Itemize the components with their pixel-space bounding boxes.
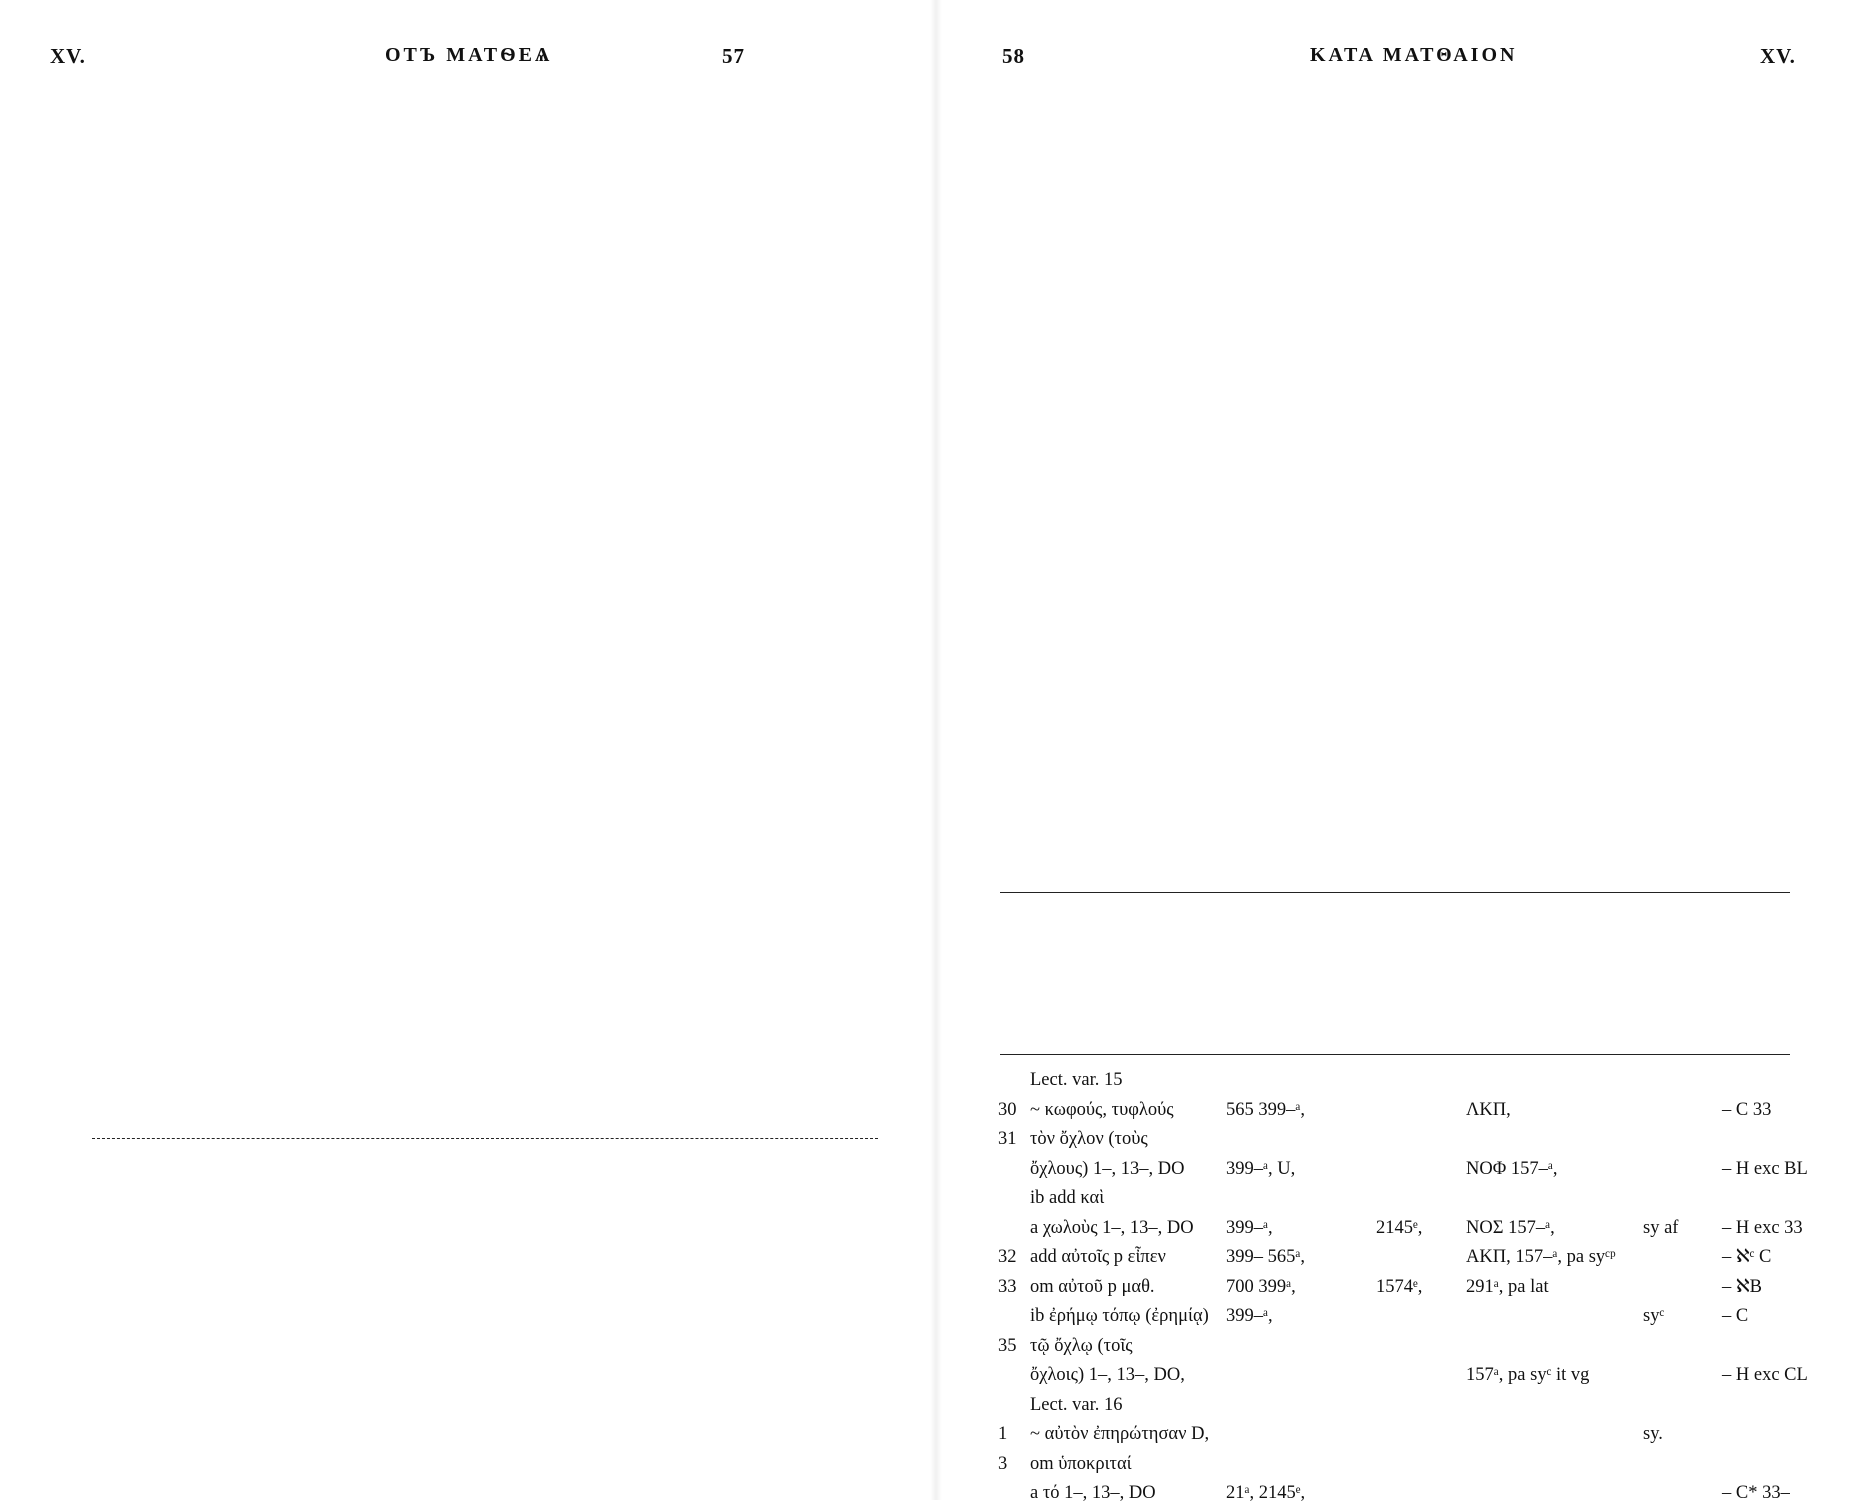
slavonic-line [82, 1081, 887, 1115]
greek-line [999, 190, 1791, 222]
greek-line [999, 410, 1791, 442]
apparatus-cell: ~ κωφούς, τυφλούς [1030, 1099, 1174, 1120]
apparatus-cell: 1 [998, 1424, 1008, 1444]
apparatus-row [998, 1155, 1808, 1185]
slavonic-variant-notes [148, 1176, 848, 1462]
slavonic-line [82, 980, 887, 1014]
apparatus-cell: sy. [1643, 1424, 1663, 1444]
apparatus-cell: ὄχλους) 1–, 13–, DO [1030, 1158, 1185, 1179]
greek-line [999, 95, 1791, 127]
apparatus-cell: ib add καὶ [1030, 1188, 1105, 1208]
slavonic-line [82, 746, 887, 780]
apparatus-cell: om ὑποκριταί [1030, 1453, 1132, 1474]
slavonic-line [82, 137, 887, 171]
apparatus-row [998, 1096, 1798, 1126]
apparatus-cell: 399–ᵃ, U, [1226, 1158, 1296, 1179]
greek-line [999, 861, 1791, 893]
apparatus-cell: 565 399–ᵃ, [1226, 1099, 1306, 1120]
apparatus-cell: ~ αὐτὸν ἐπηρώτησαν D, [1030, 1424, 1210, 1444]
slavonic-line [82, 472, 887, 506]
apparatus-cell: Lect. var. 15 [1030, 1070, 1123, 1090]
greek-line [999, 672, 1791, 704]
apparatus-cell: 32 [998, 1247, 1017, 1267]
apparatus-row [998, 1479, 1798, 1509]
apparatus-cell: – ℵᶜ C [1722, 1247, 1772, 1267]
apparatus-cell: sy af [1643, 1217, 1679, 1238]
greek-line [999, 473, 1791, 505]
apparatus-cell: – H exc BL [1722, 1158, 1808, 1179]
apparatus-cell: ib ἐρήμῳ τόπῳ (ἐρημίᾳ) [1030, 1306, 1209, 1326]
slavonic-line [82, 271, 887, 305]
apparatus-cell: – C* 33– [1722, 1483, 1790, 1503]
slavonic-line [82, 237, 887, 271]
greek-line [999, 221, 1791, 253]
apparatus-cell: τῷ ὄχλῳ (τοῖς [1030, 1335, 1133, 1356]
slavonic-line [82, 1114, 887, 1148]
greek-line [999, 442, 1791, 474]
apparatus-cell: 399–ᵃ, [1226, 1306, 1273, 1326]
apparatus-cell: 700 399ᵃ, [1226, 1276, 1296, 1297]
variant-note [148, 1202, 848, 1228]
apparatus-cell: add αὐτοῖς p εἶπεν [1030, 1247, 1166, 1267]
greek-line [999, 316, 1791, 348]
slavonic-line [82, 846, 887, 880]
variant-note [148, 1306, 848, 1332]
apparatus-cell: 35 [998, 1335, 1017, 1356]
slavonic-line [82, 639, 887, 673]
greek-line [999, 704, 1791, 736]
apparatus-cell: 399–ᵃ, [1226, 1217, 1273, 1238]
apparatus-cell: ὄχλοις) 1–, 13–, DO, [1030, 1365, 1185, 1385]
variant-note [148, 1228, 848, 1254]
slavonic-line [82, 813, 887, 847]
slavonic-line [82, 572, 887, 606]
right-chapter-marker: XV. [1760, 44, 1796, 68]
greek-line [999, 798, 1791, 830]
right-page-number: 58 [1002, 44, 1025, 68]
variant-note [148, 1254, 848, 1280]
apparatus-cell: – C [1722, 1306, 1749, 1326]
apparatus-cell: 291ᵃ, pa lat [1466, 1276, 1549, 1297]
left-chapter-marker: XV. [50, 44, 86, 68]
slavonic-line [82, 1014, 887, 1048]
apparatus-cell: a τό 1–, 13–, DO [1030, 1483, 1156, 1503]
greek-line [999, 253, 1791, 285]
slavonic-line [82, 947, 887, 981]
apparatus-cell: 33 [998, 1276, 1017, 1297]
apparatus-cell: 399– 565ᵃ, [1226, 1247, 1306, 1267]
apparatus-cell: syᶜ [1643, 1306, 1665, 1326]
apparatus-cell: – C 33 [1722, 1099, 1772, 1120]
apparatus-cell: ΛΚΠ, [1466, 1099, 1511, 1120]
slavonic-line [82, 880, 887, 914]
apparatus-cell: Lect. var. 16 [1030, 1394, 1123, 1415]
variant-note [148, 1358, 848, 1384]
apparatus-cell: 157ᵃ, pa syᶜ it vg [1466, 1365, 1590, 1385]
right-running-title: ΚΑΤΑ ΜΑΤΘΑΙΟΝ [1310, 44, 1518, 66]
slavonic-line [82, 539, 887, 573]
apparatus-row [998, 1361, 1808, 1391]
apparatus-row [998, 1066, 1798, 1096]
apparatus-cell: ΑΚΠ, 157–ᵃ, pa syᶜᵖ [1466, 1247, 1616, 1267]
greek-line [999, 379, 1791, 411]
apparatus-rule [1000, 1054, 1790, 1055]
greek-line [999, 158, 1791, 190]
apparatus-row [998, 1420, 1798, 1450]
left-page-number: 57 [722, 44, 745, 68]
slavonic-line [82, 706, 887, 740]
apparatus-cell: om αὐτοῦ p μαθ. [1030, 1276, 1155, 1297]
slavonic-line [82, 371, 887, 405]
footnote-rule-left [92, 1138, 878, 1139]
greek-line [999, 568, 1791, 600]
slavonic-text-column [82, 103, 887, 1148]
slavonic-line [82, 338, 887, 372]
greek-line [999, 830, 1791, 862]
apparatus-row [998, 1450, 1798, 1480]
greek-line [999, 347, 1791, 379]
apparatus-row [998, 1243, 1798, 1273]
apparatus-cell: ΝΟΣ 157–ᵃ, [1466, 1217, 1555, 1238]
slavonic-line [82, 1047, 887, 1081]
greek-text-rule [1000, 892, 1790, 893]
apparatus-cell: – H exc CL [1722, 1365, 1808, 1385]
apparatus-cell: 1574ᵉ, [1376, 1276, 1423, 1297]
book-gutter [930, 0, 942, 1500]
greek-line [999, 767, 1791, 799]
greek-line [999, 536, 1791, 568]
critical-apparatus [998, 1066, 1808, 1509]
variant-note [148, 1280, 848, 1306]
apparatus-cell: 21ᵃ, 2145ᵉ, [1226, 1483, 1306, 1503]
apparatus-cell: τὸν ὄχλον (τοὺς [1030, 1129, 1148, 1149]
slavonic-line [82, 170, 887, 204]
variant-note [148, 1410, 848, 1436]
apparatus-row [998, 1273, 1798, 1303]
apparatus-row [998, 1302, 1798, 1332]
slavonic-line [82, 405, 887, 439]
apparatus-row [998, 1125, 1798, 1155]
greek-text-column [999, 95, 1791, 893]
greek-line [999, 505, 1791, 537]
greek-line [999, 631, 1791, 663]
apparatus-cell: ΝΟΦ 157–ᵃ, [1466, 1158, 1558, 1179]
apparatus-row [998, 1391, 1798, 1421]
apparatus-cell: – H exc 33 [1722, 1217, 1803, 1238]
apparatus-cell: a χωλοὺς 1–, 13–, DO [1030, 1217, 1194, 1238]
apparatus-cell: 30 [998, 1099, 1017, 1120]
variant-note [148, 1332, 848, 1358]
slavonic-line [82, 304, 887, 338]
slavonic-line [82, 779, 887, 813]
slavonic-line [82, 606, 887, 640]
apparatus-cell: 3 [998, 1453, 1008, 1474]
left-running-title: ОТЪ МАТѲЕѦ [385, 44, 553, 66]
greek-line [999, 599, 1791, 631]
slavonic-line [82, 505, 887, 539]
slavonic-line [82, 673, 887, 707]
apparatus-cell: 2145ᵉ, [1376, 1217, 1423, 1238]
slavonic-line [82, 913, 887, 947]
variant-note [148, 1384, 848, 1410]
apparatus-row [998, 1184, 1798, 1214]
variant-note [148, 1436, 848, 1462]
apparatus-cell: – ℵB [1722, 1276, 1762, 1297]
apparatus-row [998, 1332, 1798, 1362]
variant-note [148, 1176, 848, 1202]
greek-line [999, 735, 1791, 767]
slavonic-line [82, 103, 887, 137]
greek-line [999, 284, 1791, 316]
slavonic-line [82, 204, 887, 238]
apparatus-cell: 31 [998, 1129, 1017, 1149]
greek-line [999, 127, 1791, 159]
apparatus-row [998, 1214, 1803, 1244]
slavonic-line [82, 438, 887, 472]
